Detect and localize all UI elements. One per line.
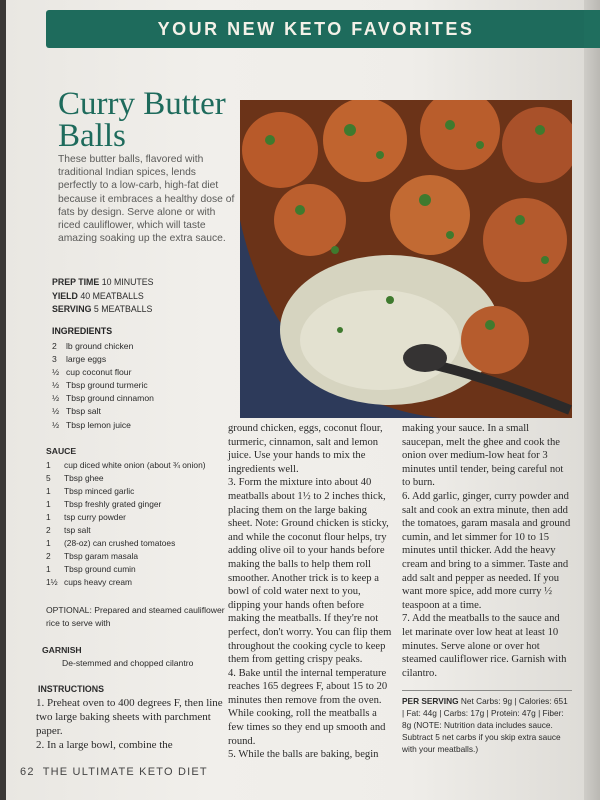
serving: SERVING 5 MEATBALLS (52, 304, 153, 314)
garnish-heading: GARNISH (42, 645, 82, 655)
photo-illustration (240, 100, 572, 418)
nutrition-note: (NOTE: Nutrition data includes sauce. Subtract 5 net carbs if you skip extra sauce with your meatballs.) (402, 720, 561, 754)
recipe-intro: These butter balls, flavored with traditional Indian spices, lends perfectly to a low-carb, high-fat diet because it embraces a healthy dose of fats by design. Serve alone or with riced cauliflower, which will taste amazing soaking up the extra sauce. (58, 154, 235, 245)
recipe-photo (240, 100, 572, 418)
list-item: 2 tsp salt (46, 525, 91, 535)
list-item: ½ cup coconut flour (52, 367, 132, 378)
recipe-meta (52, 276, 232, 317)
ingredients-heading: INGREDIENTS (52, 326, 113, 336)
garnish-text: De-stemmed and chopped cilantro (62, 658, 194, 668)
list-item: 1½ cups heavy cream (46, 577, 132, 587)
optional-note: OPTIONAL: Prepared and steamed cauliflower rice to serve with (46, 605, 225, 628)
list-item: ½ Tbsp salt (52, 406, 101, 417)
sauce-heading: SAUCE (46, 446, 77, 456)
page-number: 62 (20, 766, 35, 778)
instructions-column-1: 1. Preheat oven to 400 degrees F, then line two large baking sheets with parchment paper. 2. In a large bowl, combine the (36, 697, 223, 751)
banner-title: YOUR NEW KETO FAVORITES (157, 18, 475, 39)
list-item: 1 (28-oz) can crushed tomatoes (46, 538, 176, 548)
per-serving-label: PER SERVING (402, 696, 459, 706)
list-item: 5 Tbsp ghee (46, 473, 104, 483)
list-item: 1 Tbsp minced garlic (46, 486, 135, 496)
yield: YIELD 40 MEATBALLS (52, 290, 144, 301)
nutrition-line: Net Carbs: 9g | Calories: 651 | Fat: 44g | Carbs: 17g | Protein: 47g | Fiber: 8g (402, 696, 568, 730)
list-item: 1 Tbsp freshly grated ginger (46, 499, 162, 509)
next-page-edge (584, 0, 600, 800)
instructions-column-2: ground chicken, eggs, coconut flour, turmeric, cinnamon, salt and lemon juice. Use your hands to mix the ingredients well. 3. Form the mixture into about 40 meatballs about 1½ to 2 inches thick, placing them on the large baking sheet. Note: Ground chicken is sticky, and while the coconut flour helps, try adding olive oil to your hands before making the balls to help them roll smoother. Another trick is to keep a bowl of cold water next to you, dipping your hands often before making the meatballs. If they're not perfect, don't worry. You can flip them throughout the cooking cycle to keep them from getting crispy peaks. 4. Bake until the internal temperature reaches 165 degrees F, about 15 to 20 minutes then remove from the oven. While cooking, roll the meatballs a few times so they end up smooth and round. 5. While the balls are baking, begin (228, 423, 392, 761)
list-item: ½ Tbsp lemon juice (52, 419, 131, 430)
page-footer (20, 766, 208, 778)
per-serving-box (402, 690, 572, 755)
section-banner (46, 10, 584, 48)
book-page (6, 0, 584, 800)
instructions-heading: INSTRUCTIONS (38, 684, 104, 694)
prep-time: PREP TIME 10 MINUTES (52, 277, 154, 287)
list-item: ½ Tbsp ground turmeric (52, 380, 148, 391)
list-item: 1 Tbsp ground cumin (46, 564, 136, 574)
sauce-list (46, 459, 236, 589)
list-item: ½ Tbsp ground cinnamon (52, 393, 154, 404)
ingredients-list (52, 340, 232, 432)
book-title: THE ULTIMATE KETO DIET (42, 766, 208, 778)
list-item: 1 tsp curry powder (46, 512, 126, 522)
list-item: 2 Tbsp garam masala (46, 551, 139, 561)
list-item: 1 cup diced white onion (about ¾ onion) (46, 460, 206, 470)
recipe-title: Curry Butter Balls (58, 86, 226, 154)
list-item: 2 lb ground chicken (52, 341, 134, 351)
instructions-column-3: making your sauce. In a small saucepan, melt the ghee and cook the onion over medium-low heat for 3 minutes until tender, being careful not to burn. 6. Add garlic, ginger, curry powder and salt and cook an extra minute, then add the tomatoes, garam masala and ground cumin, and let simmer for 10 to 15 minutes until thicker. Add the heavy cream and bring to a simmer. Taste and add salt and pepper as needed. If you want more spice, add more curry ½ teaspoon at a time. 7. Add the meatballs to the sauce and let marinate over low heat at least 10 minutes. Serve alone or over hot steamed cauliflower rice. Garnish with cilantro. (402, 423, 571, 679)
list-item: 3 large eggs (52, 354, 107, 365)
